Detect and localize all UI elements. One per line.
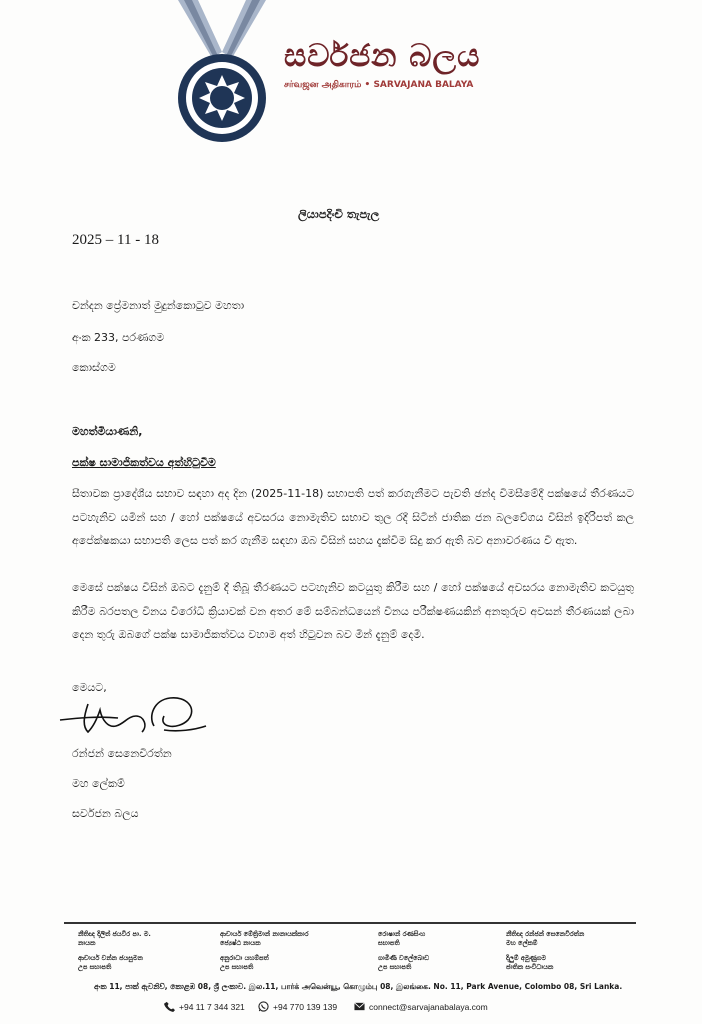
body-paragraph-2: මෙසේ පක්ෂය විසින් ඔබට දැනුම් දී තිබූ තීරණයට පටහැනිව කටයුතු කිරීම සහ / හෝ පක්ෂයේ අවසරය නොමැතිව කටයුතු කිරීම බරපතල විනය විරෝධී ක්‍රියාවක් වන අතර මේ සම්බන්ධයෙන් විනය පරීක්ෂණයකින් අනතුරුව අවසන් තීරණයක් ලබා දෙන තුරු ඔබගේ පක්ෂ සාමාජිකත්වය වහාම අත් හිටුවන බව මින් දැනුම් දෙමි. — [72, 581, 634, 641]
footer-official — [506, 930, 584, 948]
email-icon — [354, 1001, 365, 1012]
footer-official — [220, 954, 269, 972]
official-name: ගාමිණී වලේබොඩ — [378, 954, 430, 962]
medal-logo — [172, 0, 272, 150]
official-role: උප සභාපති — [378, 963, 412, 971]
signatory-title: මහ ලේකම් — [72, 777, 125, 790]
official-name: රොෂාන් රණසිංහ — [378, 930, 426, 938]
official-name: ආචාර්ය චන්න ජයසුමන — [78, 954, 143, 962]
signatory-organisation: සර්වජන බලය — [72, 807, 139, 820]
whatsapp-number: +94 770 139 139 — [273, 1001, 338, 1012]
official-name: නීතිඥ දිලිත් ජයවීර පා. ම. — [78, 930, 151, 938]
salutation: මහත්මියාණනි, — [72, 425, 143, 438]
letter-date: 2025 – 11 - 18 — [72, 232, 159, 248]
whatsapp-icon — [258, 1001, 269, 1012]
signatory-name: රන්ජන් සෙනෙවිරත්න — [72, 747, 172, 760]
body-paragraph-1: සීතාවක ප්‍රාදේශීය සභාව සඳහා අද දින (2025-11-18) සභාපති පත් කරගැනීමට පැවති ඡන්ද විමසීමේදී පක්ෂයේ තීරණයට පටහැනිව යමින් සහ / හෝ පක්ෂයේ අවසරය නොමැතිව සභාව තුල රදී සිටින් ජාතික ජන බලවේගය විසින් ඉදිරිපත් කල අපේක්ෂකයා සභාපති ලෙස පත් කර ගැනීම සඳහා ඔබ විසින් සහය දැක්වීම සිදු කර ඇති බව අනාවරණය වී ඇත. — [72, 487, 634, 547]
closing: මෙයට, — [72, 681, 107, 694]
footer-whatsapp — [258, 1001, 337, 1012]
brand-name-tamil: சர்வஜன அதிகாரம் — [284, 80, 362, 90]
footer-official — [78, 954, 143, 972]
brand-name-english: SARVAJANA BALAYA — [373, 80, 474, 90]
phone-number: +94 11 7 344 321 — [179, 1001, 245, 1012]
footer-divider — [64, 922, 636, 924]
recipient-address-line-2: කොස්ගම — [72, 361, 116, 374]
official-name: නීතිඥ රන්ජන් සෙනෙවිරත්න — [506, 930, 585, 938]
official-role: උප සභාපති — [220, 963, 254, 971]
official-name: දිලුම් අමුණුගම — [506, 954, 547, 962]
footer-address: අංක 11, පාක් ඇවනිව්, කොළඹ 08, ශ්‍රී ලංකාව. இல.11, பார்க் அவென்யூ, கொழும்பு 08, இலங்கை. No. 11, Park Avenue, Colombo 08, Sri Lanka. — [94, 982, 623, 991]
footer-official — [506, 954, 553, 972]
brand-subtitle — [284, 80, 544, 91]
letter-subject: පක්ෂ සාමාජිකත්වය අත්හිටුවීම — [72, 456, 216, 469]
official-role: ජ්‍යෙෂ්ඨ නායක — [220, 939, 261, 947]
official-role: උප සභාපති — [78, 963, 112, 971]
recipient-address-line-1: අංක 233, පරණගම — [72, 331, 165, 344]
registered-post-heading: ලියාපදිංචි තැපැල — [298, 207, 380, 221]
official-role: මහ ලේකම් — [506, 939, 538, 947]
handwritten-signature — [58, 686, 208, 742]
official-name: අනුරාධා යහම්පත් — [220, 954, 269, 962]
phone-icon — [164, 1001, 175, 1012]
footer-email — [354, 1001, 488, 1012]
footer-phone — [164, 1001, 245, 1012]
brand-block — [284, 36, 544, 91]
separator-dot: • — [364, 80, 374, 90]
official-role: ජාතික සංවිධායක — [506, 963, 554, 971]
footer-official — [220, 930, 309, 948]
official-role: නායක — [78, 939, 96, 947]
footer-official — [78, 930, 151, 948]
official-role: සභාපති — [378, 939, 400, 947]
recipient-name: චන්දන ප්‍රේමනාත් මුදුන්කොටුව මහතා — [72, 299, 245, 312]
email-address[interactable]: connect@sarvajanabalaya.com — [369, 1001, 488, 1012]
footer-official — [378, 930, 425, 948]
official-name: ආචාර්ය මේත්‍රිමාන් නානායක්කාර — [220, 930, 309, 938]
footer-official — [378, 954, 429, 972]
brand-name-sinhala: සර්වජන බලය — [284, 38, 481, 74]
